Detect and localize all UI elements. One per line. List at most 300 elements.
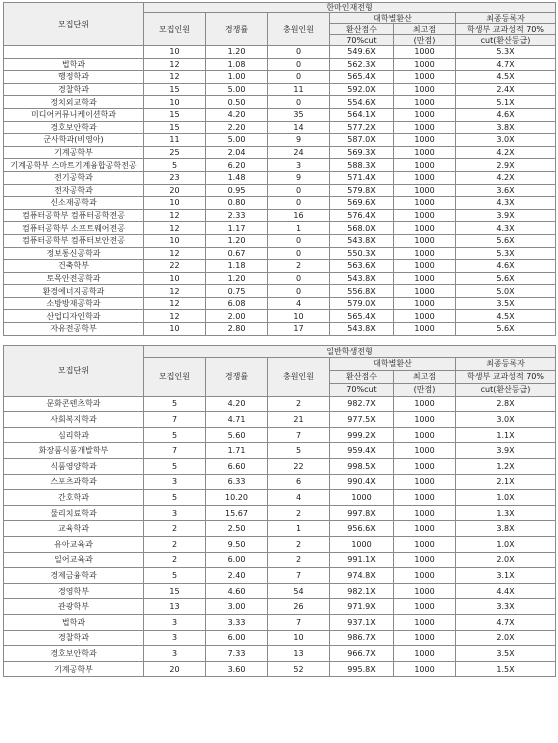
cell-ratio: 5.00 xyxy=(206,134,268,147)
cell-final: 5.6X xyxy=(456,234,556,247)
cell-extra: 24 xyxy=(268,146,330,159)
cell-final: 1.3X xyxy=(456,505,556,521)
cell-score: 974.8X xyxy=(330,568,394,584)
cell-max: 1000 xyxy=(394,412,456,428)
cell-extra: 0 xyxy=(268,71,330,84)
cell-extra: 2 xyxy=(268,396,330,412)
cell-quota: 12 xyxy=(144,71,206,84)
cell-extra: 2 xyxy=(268,505,330,521)
header-max-note: (만점) xyxy=(394,383,456,396)
cell-final: 4.6X xyxy=(456,108,556,121)
header-ratio: 경쟁률 xyxy=(206,13,268,46)
cell-quota: 10 xyxy=(144,323,206,336)
cell-quota: 7 xyxy=(144,412,206,428)
cell-unit: 건축학부 xyxy=(4,260,144,273)
cell-unit: 환경에너지공학과 xyxy=(4,285,144,298)
cell-score: 986.7X xyxy=(330,630,394,646)
table-title: 한마인재전형 xyxy=(144,3,556,13)
cell-extra: 0 xyxy=(268,247,330,260)
cell-quota: 5 xyxy=(144,396,206,412)
cell-ratio: 0.80 xyxy=(206,197,268,210)
header-max: 최고점 xyxy=(394,370,456,383)
cell-ratio: 9.50 xyxy=(206,537,268,553)
cell-score: 565.4X xyxy=(330,310,394,323)
table-row xyxy=(4,171,556,184)
cell-final: 4.7X xyxy=(456,614,556,630)
table-row xyxy=(4,552,556,568)
cell-final: 3.1X xyxy=(456,568,556,584)
cell-final: 3.9X xyxy=(456,209,556,222)
cell-ratio: 6.00 xyxy=(206,552,268,568)
table-row xyxy=(4,209,556,222)
cell-ratio: 3.00 xyxy=(206,599,268,615)
cell-score: 556.8X xyxy=(330,285,394,298)
cell-quota: 13 xyxy=(144,599,206,615)
cell-score: 543.8X xyxy=(330,234,394,247)
cell-max: 1000 xyxy=(394,121,456,134)
cell-final: 5.3X xyxy=(456,247,556,260)
cell-score: 554.6X xyxy=(330,96,394,109)
cell-extra: 7 xyxy=(268,614,330,630)
cell-extra: 1 xyxy=(268,521,330,537)
cell-ratio: 6.33 xyxy=(206,474,268,490)
header-univ-group: 대학별환산 xyxy=(330,357,456,370)
table-row xyxy=(4,297,556,310)
cell-unit: 자유전공학부 xyxy=(4,323,144,336)
cell-unit: 사회복지학과 xyxy=(4,412,144,428)
header-score-cut: 70%cut xyxy=(330,383,394,396)
cell-unit: 물리치료학과 xyxy=(4,505,144,521)
cell-final: 4.2X xyxy=(456,171,556,184)
cell-ratio: 4.20 xyxy=(206,108,268,121)
table-row xyxy=(4,184,556,197)
cell-max: 1000 xyxy=(394,222,456,235)
cell-score: 990.4X xyxy=(330,474,394,490)
cell-quota: 5 xyxy=(144,159,206,172)
header-unit: 모집단위 xyxy=(4,345,144,396)
cell-max: 1000 xyxy=(394,96,456,109)
cell-unit: 식품영양학과 xyxy=(4,459,144,475)
cell-max: 1000 xyxy=(394,427,456,443)
cell-ratio: 7.33 xyxy=(206,646,268,662)
cell-quota: 5 xyxy=(144,427,206,443)
cell-unit: 신소재공학과 xyxy=(4,197,144,210)
header-score: 환산점수 xyxy=(330,370,394,383)
cell-extra: 14 xyxy=(268,121,330,134)
cell-ratio: 2.80 xyxy=(206,323,268,336)
cell-final: 1.2X xyxy=(456,459,556,475)
cell-final: 1.0X xyxy=(456,537,556,553)
cell-extra: 4 xyxy=(268,297,330,310)
cell-final: 3.0X xyxy=(456,412,556,428)
table-row xyxy=(4,412,556,428)
table-row xyxy=(4,71,556,84)
cell-score: 977.5X xyxy=(330,412,394,428)
cell-unit: 소방방재공학과 xyxy=(4,297,144,310)
cell-ratio: 1.18 xyxy=(206,260,268,273)
cell-extra: 22 xyxy=(268,459,330,475)
table-row xyxy=(4,323,556,336)
table-row xyxy=(4,505,556,521)
cell-final: 2.1X xyxy=(456,474,556,490)
cell-quota: 23 xyxy=(144,171,206,184)
cell-final: 5.6X xyxy=(456,272,556,285)
cell-final: 2.0X xyxy=(456,552,556,568)
cell-score: 991.1X xyxy=(330,552,394,568)
cell-ratio: 2.40 xyxy=(206,568,268,584)
cell-ratio: 1.08 xyxy=(206,58,268,71)
cell-quota: 20 xyxy=(144,184,206,197)
cell-max: 1000 xyxy=(394,459,456,475)
header-final-group: 최종등록자 xyxy=(456,13,556,24)
header-final: 학생부 교과성적 70% xyxy=(456,24,556,35)
table-row xyxy=(4,630,556,646)
cell-final: 3.3X xyxy=(456,599,556,615)
cell-extra: 0 xyxy=(268,96,330,109)
header-final-cut: cut(환산등급) xyxy=(456,35,556,46)
cell-quota: 2 xyxy=(144,521,206,537)
cell-unit: 화장품식품개발학부 xyxy=(4,443,144,459)
cell-extra: 5 xyxy=(268,443,330,459)
cell-score: 937.1X xyxy=(330,614,394,630)
header-score-cut: 70%cut xyxy=(330,35,394,46)
cell-extra: 0 xyxy=(268,234,330,247)
table-row xyxy=(4,537,556,553)
cell-final: 5.1X xyxy=(456,96,556,109)
cell-final: 5.0X xyxy=(456,285,556,298)
cell-ratio: 1.00 xyxy=(206,71,268,84)
cell-quota: 2 xyxy=(144,537,206,553)
cell-final: 2.4X xyxy=(456,83,556,96)
header-final-group: 최종등록자 xyxy=(456,357,556,370)
cell-max: 1000 xyxy=(394,521,456,537)
cell-ratio: 1.20 xyxy=(206,272,268,285)
cell-max: 1000 xyxy=(394,568,456,584)
cell-extra: 0 xyxy=(268,285,330,298)
cell-score: 1000 xyxy=(330,537,394,553)
cell-final: 3.5X xyxy=(456,646,556,662)
cell-quota: 15 xyxy=(144,121,206,134)
cell-final: 3.6X xyxy=(456,184,556,197)
cell-max: 1000 xyxy=(394,396,456,412)
cell-quota: 12 xyxy=(144,297,206,310)
cell-max: 1000 xyxy=(394,630,456,646)
cell-unit: 정보통신공학과 xyxy=(4,247,144,260)
cell-score: 998.5X xyxy=(330,459,394,475)
header-max-note: (만점) xyxy=(394,35,456,46)
table-row xyxy=(4,159,556,172)
cell-max: 1000 xyxy=(394,58,456,71)
cell-extra: 10 xyxy=(268,310,330,323)
cell-score: 577.2X xyxy=(330,121,394,134)
cell-quota: 10 xyxy=(144,272,206,285)
cell-score: 562.3X xyxy=(330,58,394,71)
cell-final: 4.6X xyxy=(456,260,556,273)
cell-extra: 6 xyxy=(268,474,330,490)
cell-quota: 15 xyxy=(144,83,206,96)
admissions-document xyxy=(3,2,555,677)
cell-score: 571.4X xyxy=(330,171,394,184)
table-row xyxy=(4,272,556,285)
cell-ratio: 6.00 xyxy=(206,630,268,646)
cell-quota: 10 xyxy=(144,96,206,109)
cell-max: 1000 xyxy=(394,272,456,285)
cell-score: 550.3X xyxy=(330,247,394,260)
cell-ratio: 2.04 xyxy=(206,146,268,159)
cell-unit: 일어교육과 xyxy=(4,552,144,568)
cell-final: 4.4X xyxy=(456,583,556,599)
cell-ratio: 3.33 xyxy=(206,614,268,630)
cell-max: 1000 xyxy=(394,285,456,298)
cell-score: 563.6X xyxy=(330,260,394,273)
cell-extra: 7 xyxy=(268,427,330,443)
cell-final: 5.6X xyxy=(456,323,556,336)
cell-ratio: 10.20 xyxy=(206,490,268,506)
cell-score: 543.8X xyxy=(330,323,394,336)
header-max: 최고점 xyxy=(394,24,456,35)
cell-ratio: 5.60 xyxy=(206,427,268,443)
cell-score: 966.7X xyxy=(330,646,394,662)
cell-extra: 9 xyxy=(268,171,330,184)
table-row xyxy=(4,108,556,121)
cell-final: 3.9X xyxy=(456,443,556,459)
cell-unit: 법학과 xyxy=(4,58,144,71)
cell-extra: 4 xyxy=(268,490,330,506)
cell-max: 1000 xyxy=(394,323,456,336)
cell-ratio: 4.71 xyxy=(206,412,268,428)
table-row xyxy=(4,134,556,147)
cell-unit: 컴퓨터공학부 컴퓨터공학전공 xyxy=(4,209,144,222)
cell-quota: 22 xyxy=(144,260,206,273)
table-row xyxy=(4,614,556,630)
table-row xyxy=(4,146,556,159)
cell-score: 982.1X xyxy=(330,583,394,599)
cell-score: 568.0X xyxy=(330,222,394,235)
cell-max: 1000 xyxy=(394,108,456,121)
cell-unit: 미디어커뮤니케이션학과 xyxy=(4,108,144,121)
cell-unit: 컴퓨터공학부 컴퓨터보안전공 xyxy=(4,234,144,247)
cell-score: 576.4X xyxy=(330,209,394,222)
cell-max: 1000 xyxy=(394,209,456,222)
cell-max: 1000 xyxy=(394,552,456,568)
cell-quota: 10 xyxy=(144,46,206,59)
header-quota: 모집인원 xyxy=(144,13,206,46)
cell-final: 4.3X xyxy=(456,197,556,210)
cell-score: 579.8X xyxy=(330,184,394,197)
cell-max: 1000 xyxy=(394,234,456,247)
cell-max: 1000 xyxy=(394,83,456,96)
cell-max: 1000 xyxy=(394,247,456,260)
cell-ratio: 2.33 xyxy=(206,209,268,222)
cell-ratio: 4.20 xyxy=(206,396,268,412)
cell-ratio: 2.20 xyxy=(206,121,268,134)
cell-max: 1000 xyxy=(394,443,456,459)
table-row xyxy=(4,599,556,615)
cell-quota: 11 xyxy=(144,134,206,147)
cell-extra: 13 xyxy=(268,646,330,662)
table-row xyxy=(4,58,556,71)
header-unit: 모집단위 xyxy=(4,3,144,46)
header-quota: 모집인원 xyxy=(144,357,206,396)
cell-extra: 26 xyxy=(268,599,330,615)
cell-extra: 0 xyxy=(268,58,330,71)
cell-ratio: 6.20 xyxy=(206,159,268,172)
cell-max: 1000 xyxy=(394,159,456,172)
header-ratio: 경쟁률 xyxy=(206,357,268,396)
cell-ratio: 15.67 xyxy=(206,505,268,521)
cell-max: 1000 xyxy=(394,646,456,662)
cell-unit: 기계공학부 스마트기계융합공학전공 xyxy=(4,159,144,172)
cell-quota: 25 xyxy=(144,146,206,159)
cell-final: 4.7X xyxy=(456,58,556,71)
cell-score: 569.3X xyxy=(330,146,394,159)
cell-extra: 17 xyxy=(268,323,330,336)
cell-quota: 3 xyxy=(144,474,206,490)
cell-unit: 경제금융학과 xyxy=(4,568,144,584)
cell-quota: 10 xyxy=(144,234,206,247)
table-row xyxy=(4,443,556,459)
cell-extra: 7 xyxy=(268,568,330,584)
cell-final: 4.3X xyxy=(456,222,556,235)
cell-final: 5.3X xyxy=(456,46,556,59)
cell-final: 3.5X xyxy=(456,297,556,310)
table-row xyxy=(4,310,556,323)
cell-unit: 교육학과 xyxy=(4,521,144,537)
cell-extra: 52 xyxy=(268,661,330,677)
cell-ratio: 1.20 xyxy=(206,46,268,59)
cell-unit: 심리학과 xyxy=(4,427,144,443)
cell-quota: 12 xyxy=(144,209,206,222)
cell-quota: 5 xyxy=(144,490,206,506)
cell-extra: 0 xyxy=(268,197,330,210)
table-row xyxy=(4,583,556,599)
cell-extra: 21 xyxy=(268,412,330,428)
cell-quota: 12 xyxy=(144,310,206,323)
cell-unit: 경찰학과 xyxy=(4,83,144,96)
cell-extra: 54 xyxy=(268,583,330,599)
table-row xyxy=(4,490,556,506)
cell-score: 579.0X xyxy=(330,297,394,310)
cell-ratio: 6.60 xyxy=(206,459,268,475)
cell-quota: 3 xyxy=(144,630,206,646)
cell-extra: 2 xyxy=(268,537,330,553)
cell-extra: 3 xyxy=(268,159,330,172)
cell-final: 4.5X xyxy=(456,310,556,323)
cell-score: 592.0X xyxy=(330,83,394,96)
cell-ratio: 1.48 xyxy=(206,171,268,184)
cell-ratio: 1.17 xyxy=(206,222,268,235)
cell-quota: 3 xyxy=(144,505,206,521)
admission-table-2 xyxy=(3,345,556,678)
cell-unit: 군사학과(비영아) xyxy=(4,134,144,147)
cell-quota: 20 xyxy=(144,661,206,677)
cell-ratio: 0.95 xyxy=(206,184,268,197)
cell-quota: 12 xyxy=(144,285,206,298)
cell-ratio: 0.75 xyxy=(206,285,268,298)
cell-score: 587.0X xyxy=(330,134,394,147)
cell-ratio: 5.00 xyxy=(206,83,268,96)
cell-max: 1000 xyxy=(394,297,456,310)
cell-unit: 전자공학과 xyxy=(4,184,144,197)
cell-final: 4.2X xyxy=(456,146,556,159)
header-final-cut: cut(환산등급) xyxy=(456,383,556,396)
cell-extra: 16 xyxy=(268,209,330,222)
cell-ratio: 2.00 xyxy=(206,310,268,323)
table-row xyxy=(4,121,556,134)
cell-unit: 토목안전공학과 xyxy=(4,272,144,285)
cell-quota: 3 xyxy=(144,614,206,630)
cell-unit: 기계공학부 xyxy=(4,661,144,677)
cell-extra: 11 xyxy=(268,83,330,96)
table-title: 일반학생전형 xyxy=(144,345,556,357)
cell-quota: 12 xyxy=(144,247,206,260)
cell-ratio: 1.20 xyxy=(206,234,268,247)
cell-extra: 10 xyxy=(268,630,330,646)
table-row xyxy=(4,646,556,662)
cell-max: 1000 xyxy=(394,474,456,490)
table-row xyxy=(4,285,556,298)
cell-extra: 35 xyxy=(268,108,330,121)
cell-quota: 5 xyxy=(144,568,206,584)
cell-max: 1000 xyxy=(394,599,456,615)
table-row xyxy=(4,46,556,59)
cell-quota: 3 xyxy=(144,646,206,662)
cell-max: 1000 xyxy=(394,490,456,506)
cell-ratio: 3.60 xyxy=(206,661,268,677)
cell-extra: 1 xyxy=(268,222,330,235)
table-row xyxy=(4,96,556,109)
header-extra: 충원인원 xyxy=(268,357,330,396)
cell-final: 2.0X xyxy=(456,630,556,646)
cell-score: 543.8X xyxy=(330,272,394,285)
cell-score: 956.6X xyxy=(330,521,394,537)
cell-unit: 유아교육과 xyxy=(4,537,144,553)
table-row xyxy=(4,396,556,412)
table-row xyxy=(4,83,556,96)
cell-quota: 12 xyxy=(144,222,206,235)
cell-unit: 경호보안학과 xyxy=(4,121,144,134)
cell-quota: 15 xyxy=(144,108,206,121)
cell-max: 1000 xyxy=(394,505,456,521)
cell-final: 2.9X xyxy=(456,159,556,172)
cell-unit: 경호보안학과 xyxy=(4,646,144,662)
cell-final: 2.8X xyxy=(456,396,556,412)
header-univ-group: 대학별환산 xyxy=(330,13,456,24)
cell-extra: 9 xyxy=(268,134,330,147)
header-final: 학생부 교과성적 70% xyxy=(456,370,556,383)
table-row xyxy=(4,459,556,475)
cell-max: 1000 xyxy=(394,661,456,677)
cell-score: 565.4X xyxy=(330,71,394,84)
cell-unit: 전기공학과 xyxy=(4,171,144,184)
cell-max: 1000 xyxy=(394,260,456,273)
cell-unit xyxy=(4,46,144,59)
cell-score: 995.8X xyxy=(330,661,394,677)
cell-ratio: 1.71 xyxy=(206,443,268,459)
cell-unit: 관광학부 xyxy=(4,599,144,615)
cell-extra: 0 xyxy=(268,46,330,59)
cell-unit: 간호학과 xyxy=(4,490,144,506)
cell-max: 1000 xyxy=(394,46,456,59)
admission-table-1 xyxy=(3,2,556,336)
table-row xyxy=(4,661,556,677)
cell-quota: 10 xyxy=(144,197,206,210)
cell-score: 959.4X xyxy=(330,443,394,459)
table-row xyxy=(4,521,556,537)
cell-final: 1.5X xyxy=(456,661,556,677)
cell-extra: 0 xyxy=(268,272,330,285)
cell-max: 1000 xyxy=(394,614,456,630)
